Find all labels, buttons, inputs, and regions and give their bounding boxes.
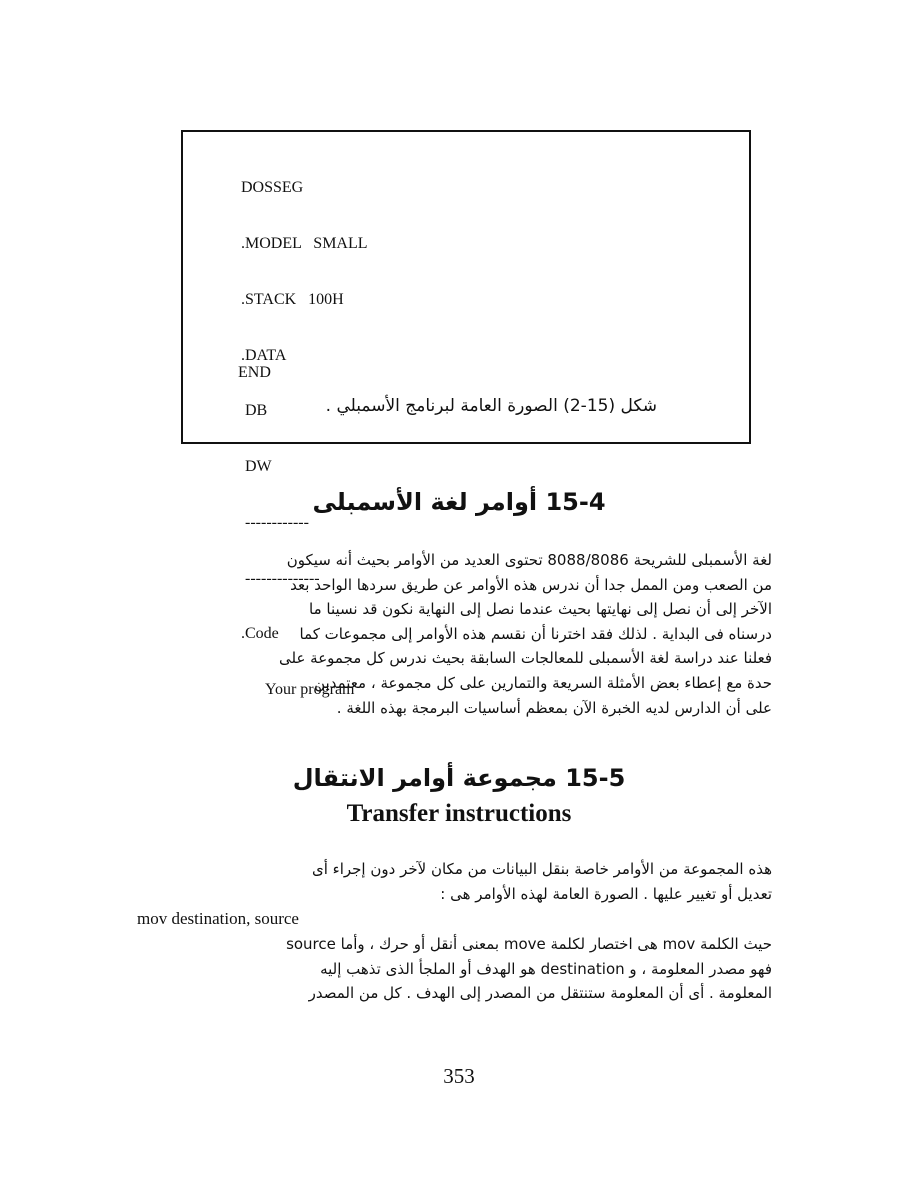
page-number: 353	[443, 1064, 475, 1088]
mov-syntax: mov destination, source	[137, 909, 299, 928]
paragraph-line: حيث الكلمة mov هى اختصار لكلمة move بمعنى أنقل أو حرك ، وأما source	[286, 935, 772, 953]
code-line: Your program	[265, 681, 355, 699]
code-end-label: END	[238, 364, 271, 381]
section-5-paragraph-b	[136, 932, 772, 1006]
paragraph-line: درسناه فى البداية . لذلك فقد اخترنا أن نقسم هذه الأوامر إلى مجموعات كما	[299, 624, 772, 643]
code-line: DW	[241, 458, 272, 476]
section-5-heading-english: Transfer instructions	[346, 800, 572, 827]
paragraph-line: المعلومة . أى أن المعلومة ستنتقل من المصدر إلى الهدف . كل من المصدر	[308, 984, 772, 1003]
paragraph-line: الآخر إلى أن نصل إلى نهايتها بحيث عندما نصل إلى النهاية نكون قد نسينا ما	[309, 600, 772, 619]
paragraph-line: تعديل أو تغيير عليها . الصورة العامة لهذه الأوامر هى :	[440, 884, 772, 903]
paragraph-line: فهو مصدر المعلومة ، و destination هو الهدف أو الملجأ الذى تذهب إليه	[320, 959, 772, 978]
code-line: DOSSEG	[241, 179, 304, 197]
code-line: .DATA	[241, 346, 287, 364]
paragraph-line: حدة مع إعطاء بعض الأمثلة السريعة والتمارين على كل مجموعة ، معتمدين	[314, 673, 772, 692]
section-5-paragraph-a	[136, 857, 772, 906]
section-4-paragraph	[136, 548, 772, 720]
paragraph-line: على أن الدارس لديه الخبرة الآن بمعظم أساسيات البرمجة بهذه اللغة .	[336, 698, 772, 717]
section-4-heading: 15-4 أوامر لغة الأسمبلى	[312, 488, 606, 516]
paragraph-line: فعلنا عند دراسة لغة الأسمبلى للمعالجات السابقة بحيث ندرس كل مجموعة على	[279, 649, 772, 668]
paragraph-line: لغة الأسمبلى للشريحة 8088/8086 تحتوى العديد من الأوامر بحيث أنه سيكون	[286, 551, 772, 569]
paragraph-line: من الصعب ومن الممل جدا أن ندرس هذه الأوامر عن طريق سردها الواحد بعد	[290, 575, 772, 594]
code-line: --------------	[241, 569, 320, 587]
code-line: .Code	[241, 625, 279, 643]
code-line: .MODEL SMALL	[241, 234, 368, 252]
code-line: .STACK 100H	[241, 290, 344, 308]
paragraph-line: هذه المجموعة من الأوامر خاصة بنقل البيانات من مكان لآخر دون إجراء أى	[311, 860, 772, 878]
figure-caption: شكل (15-2) الصورة العامة لبرنامج الأسمبلي .	[325, 396, 657, 416]
code-line: ------------	[241, 513, 309, 531]
section-5-heading: 15-5 مجموعة أوامر الانتقال	[292, 764, 626, 792]
code-line: DB	[241, 402, 268, 420]
